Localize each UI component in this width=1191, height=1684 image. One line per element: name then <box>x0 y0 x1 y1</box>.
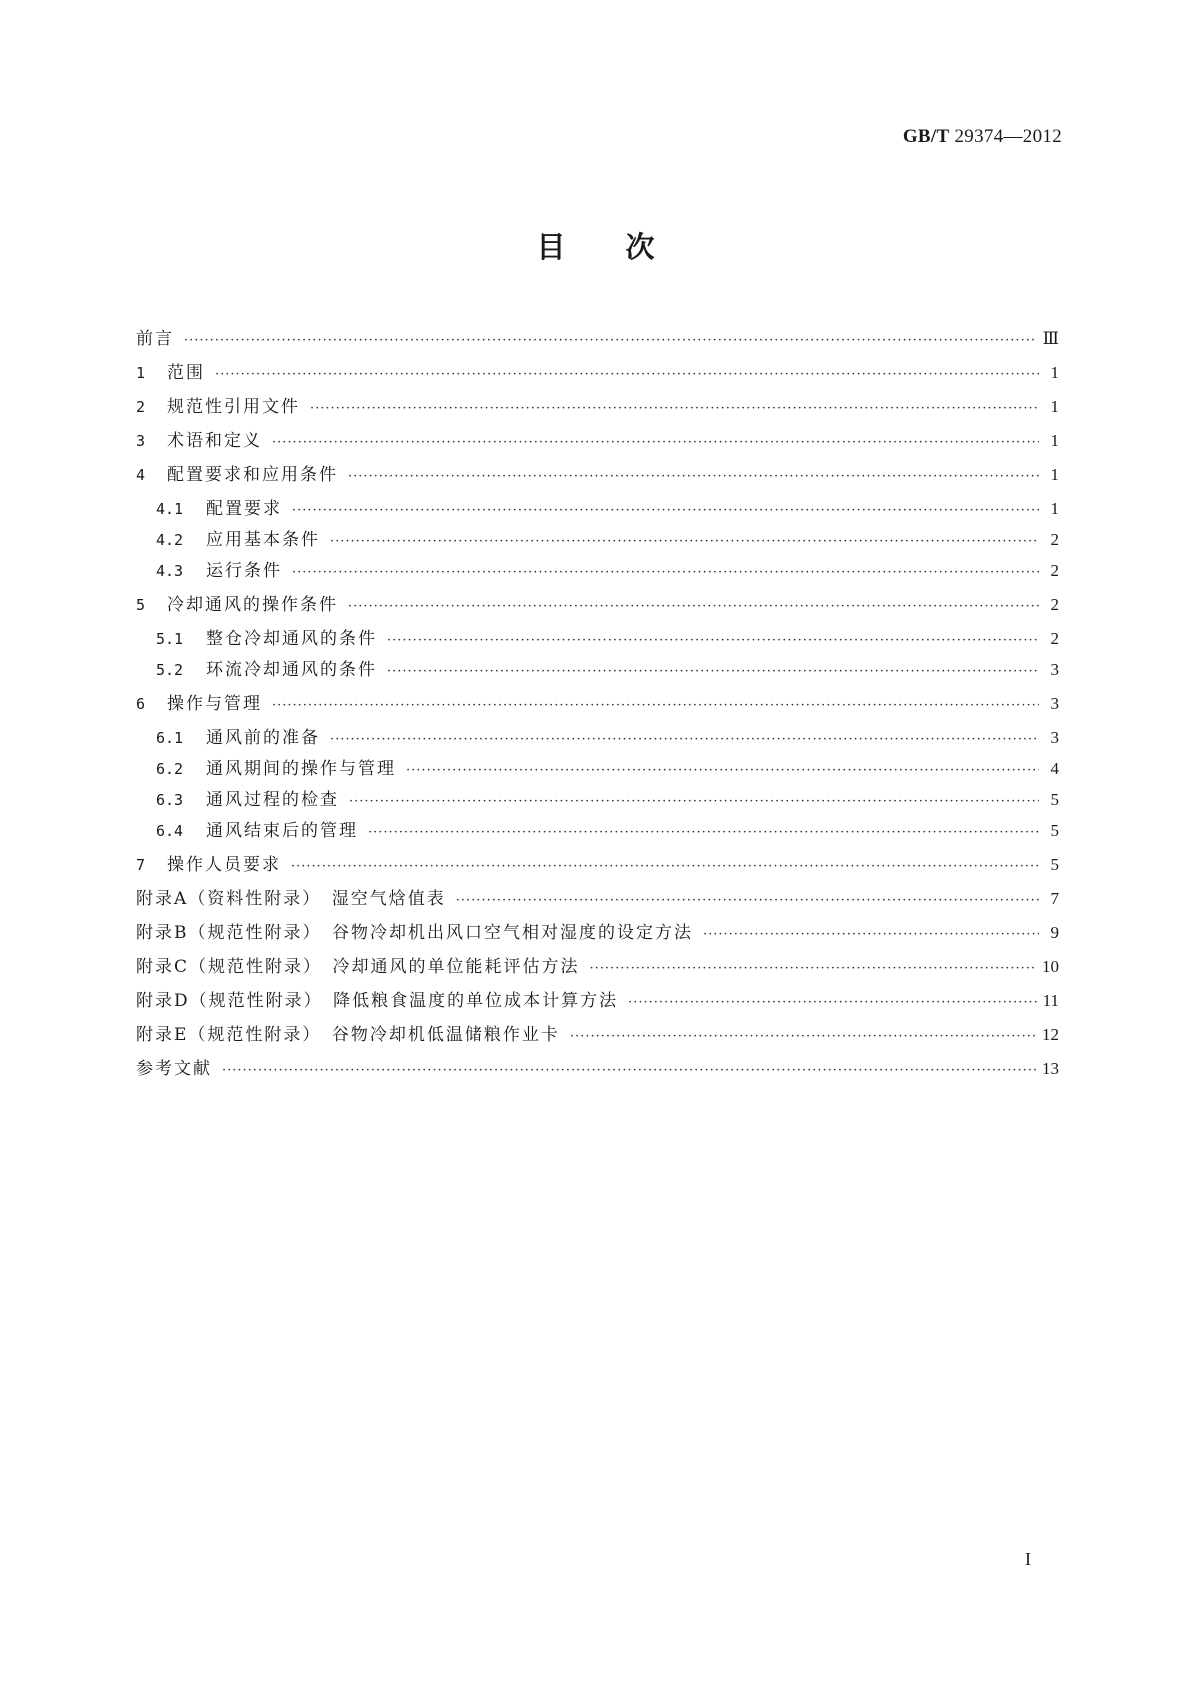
toc-entry-4-3[interactable] <box>136 559 1059 583</box>
toc-entry-page: 1 <box>1050 465 1059 484</box>
table-of-contents <box>136 327 1059 1081</box>
toc-entry-annex-d[interactable] <box>136 989 1059 1013</box>
toc-entry-6-1[interactable] <box>136 726 1059 750</box>
toc-entry-number: 4 <box>136 466 146 484</box>
leader-dots <box>628 991 1036 1015</box>
leader-dots <box>272 431 1039 455</box>
toc-entry-number: 2 <box>136 398 146 416</box>
toc-entry-annex-c[interactable] <box>136 955 1059 979</box>
toc-entry-number: 7 <box>136 856 146 874</box>
leader-dots <box>215 363 1039 387</box>
toc-entry-5[interactable] <box>136 593 1059 617</box>
standard-number <box>903 126 1062 148</box>
leader-dots <box>310 397 1039 421</box>
toc-entry-title: 整仓冷却通风的条件 <box>206 629 377 649</box>
toc-entry-2[interactable] <box>136 395 1059 419</box>
toc-entry-title: 附录C（规范性附录） 冷却通风的单位能耗评估方法 <box>136 957 580 977</box>
toc-entry-title: 附录E（规范性附录） 谷物冷却机低温储粮作业卡 <box>136 1025 560 1045</box>
standard-prefix: GB/T <box>902 126 950 147</box>
leader-dots <box>406 759 1039 783</box>
toc-entry-5-1[interactable] <box>136 627 1059 651</box>
toc-entry-4-2[interactable] <box>136 528 1059 552</box>
leader-dots <box>590 957 1036 981</box>
toc-entry-page: 7 <box>1050 889 1059 908</box>
leader-dots <box>570 1025 1036 1049</box>
leader-dots <box>703 923 1039 947</box>
toc-entry-4[interactable] <box>136 463 1059 487</box>
toc-entry-title: 应用基本条件 <box>206 530 320 550</box>
toc-entry-title: 冷却通风的操作条件 <box>167 595 338 615</box>
toc-entry-title: 配置要求和应用条件 <box>167 465 338 485</box>
leader-dots <box>348 465 1039 489</box>
toc-entry-page: 3 <box>1050 660 1059 679</box>
toc-entry-1[interactable] <box>136 361 1059 385</box>
leader-dots <box>330 530 1039 554</box>
toc-entry-page: 13 <box>1042 1059 1059 1078</box>
toc-entry-page: 2 <box>1050 561 1059 580</box>
toc-entry-title: 通风过程的检查 <box>206 790 339 810</box>
toc-entry-5-2[interactable] <box>136 658 1059 682</box>
toc-entry-number: 4.1 <box>156 500 184 518</box>
toc-entry-page: 4 <box>1050 759 1059 778</box>
toc-entry-page: 12 <box>1042 1025 1059 1044</box>
toc-entry-title: 运行条件 <box>206 561 282 581</box>
toc-entry-6[interactable] <box>136 692 1059 716</box>
leader-dots <box>349 790 1039 814</box>
toc-entry-number: 3 <box>136 432 146 450</box>
leader-dots <box>291 855 1039 879</box>
toc-entry-page: 1 <box>1050 363 1059 382</box>
leader-dots <box>330 728 1039 752</box>
toc-entry-annex-e[interactable] <box>136 1023 1059 1047</box>
toc-entry-title: 操作与管理 <box>167 694 262 714</box>
toc-entry-number: 6.4 <box>156 822 184 840</box>
toc-entry-annex-b[interactable] <box>136 921 1059 945</box>
toc-entry-title: 参考文献 <box>136 1059 212 1079</box>
toc-entry-page: 3 <box>1050 728 1059 747</box>
toc-entry-page: 3 <box>1050 694 1059 713</box>
toc-entry-6-4[interactable] <box>136 819 1059 843</box>
toc-entry-number: 6.1 <box>156 729 184 747</box>
toc-entry-page: 11 <box>1042 991 1059 1010</box>
standard-code: 29374—2012 <box>954 126 1062 147</box>
toc-entry-title: 附录A（资料性附录） 湿空气焓值表 <box>136 889 446 909</box>
toc-entry-page: 2 <box>1050 530 1059 549</box>
toc-entry-page: 1 <box>1050 499 1059 518</box>
toc-entry-title: 术语和定义 <box>167 431 262 451</box>
leader-dots <box>292 499 1039 523</box>
toc-entry-page: 2 <box>1050 629 1059 648</box>
toc-entry-page: 5 <box>1050 855 1059 874</box>
toc-entry-page: Ⅲ <box>1042 329 1059 348</box>
leader-dots <box>456 889 1039 913</box>
toc-entry-number: 1 <box>136 364 146 382</box>
toc-entry-number: 5.1 <box>156 630 184 648</box>
toc-entry-number: 6.2 <box>156 760 184 778</box>
toc-entry-page: 2 <box>1050 595 1059 614</box>
toc-entry-3[interactable] <box>136 429 1059 453</box>
leader-dots <box>387 629 1039 653</box>
leader-dots <box>222 1059 1036 1083</box>
toc-entry-title: 环流冷却通风的条件 <box>206 660 377 680</box>
toc-entry-annex-a[interactable] <box>136 887 1059 911</box>
toc-entry-page: 1 <box>1050 397 1059 416</box>
page-title: 目次 <box>536 230 715 264</box>
toc-entry-number: 5.2 <box>156 661 184 679</box>
leader-dots <box>292 561 1039 585</box>
toc-entry-title: 通风结束后的管理 <box>206 821 358 841</box>
toc-entry-page: 9 <box>1050 923 1059 942</box>
toc-entry-6-3[interactable] <box>136 788 1059 812</box>
toc-entry-number: 6.3 <box>156 791 184 809</box>
toc-entry-title: 通风期间的操作与管理 <box>206 759 396 779</box>
toc-entry-title: 配置要求 <box>206 499 282 519</box>
toc-entry-page: 5 <box>1050 821 1059 840</box>
leader-dots <box>348 595 1039 619</box>
toc-entry-number: 4.2 <box>156 531 184 549</box>
leader-dots <box>368 821 1039 845</box>
toc-entry-page: 1 <box>1050 431 1059 450</box>
toc-entry-title: 附录B（规范性附录） 谷物冷却机出风口空气相对湿度的设定方法 <box>136 923 693 943</box>
toc-entry-title: 范围 <box>167 363 205 383</box>
toc-entry-title: 通风前的准备 <box>206 728 320 748</box>
toc-entry-title: 附录D（规范性附录） 降低粮食温度的单位成本计算方法 <box>136 991 619 1011</box>
toc-entry-7[interactable] <box>136 853 1059 877</box>
toc-entry-number: 6 <box>136 695 146 713</box>
leader-dots <box>387 660 1039 684</box>
toc-entry-4-1[interactable] <box>136 497 1059 521</box>
toc-entry-foreword[interactable] <box>136 327 1059 351</box>
toc-entry-title: 规范性引用文件 <box>167 397 300 417</box>
toc-entry-number: 5 <box>136 596 146 614</box>
leader-dots <box>272 694 1039 718</box>
leader-dots <box>184 329 1037 353</box>
toc-entry-6-2[interactable] <box>136 757 1059 781</box>
toc-entry-page: 5 <box>1050 790 1059 809</box>
toc-entry-title: 前言 <box>136 329 174 349</box>
toc-entry-page: 10 <box>1042 957 1059 976</box>
toc-entry-bibliography[interactable] <box>136 1057 1059 1081</box>
toc-entry-number: 4.3 <box>156 562 184 580</box>
page-number: I <box>1025 1549 1031 1569</box>
toc-entry-title: 操作人员要求 <box>167 855 281 875</box>
